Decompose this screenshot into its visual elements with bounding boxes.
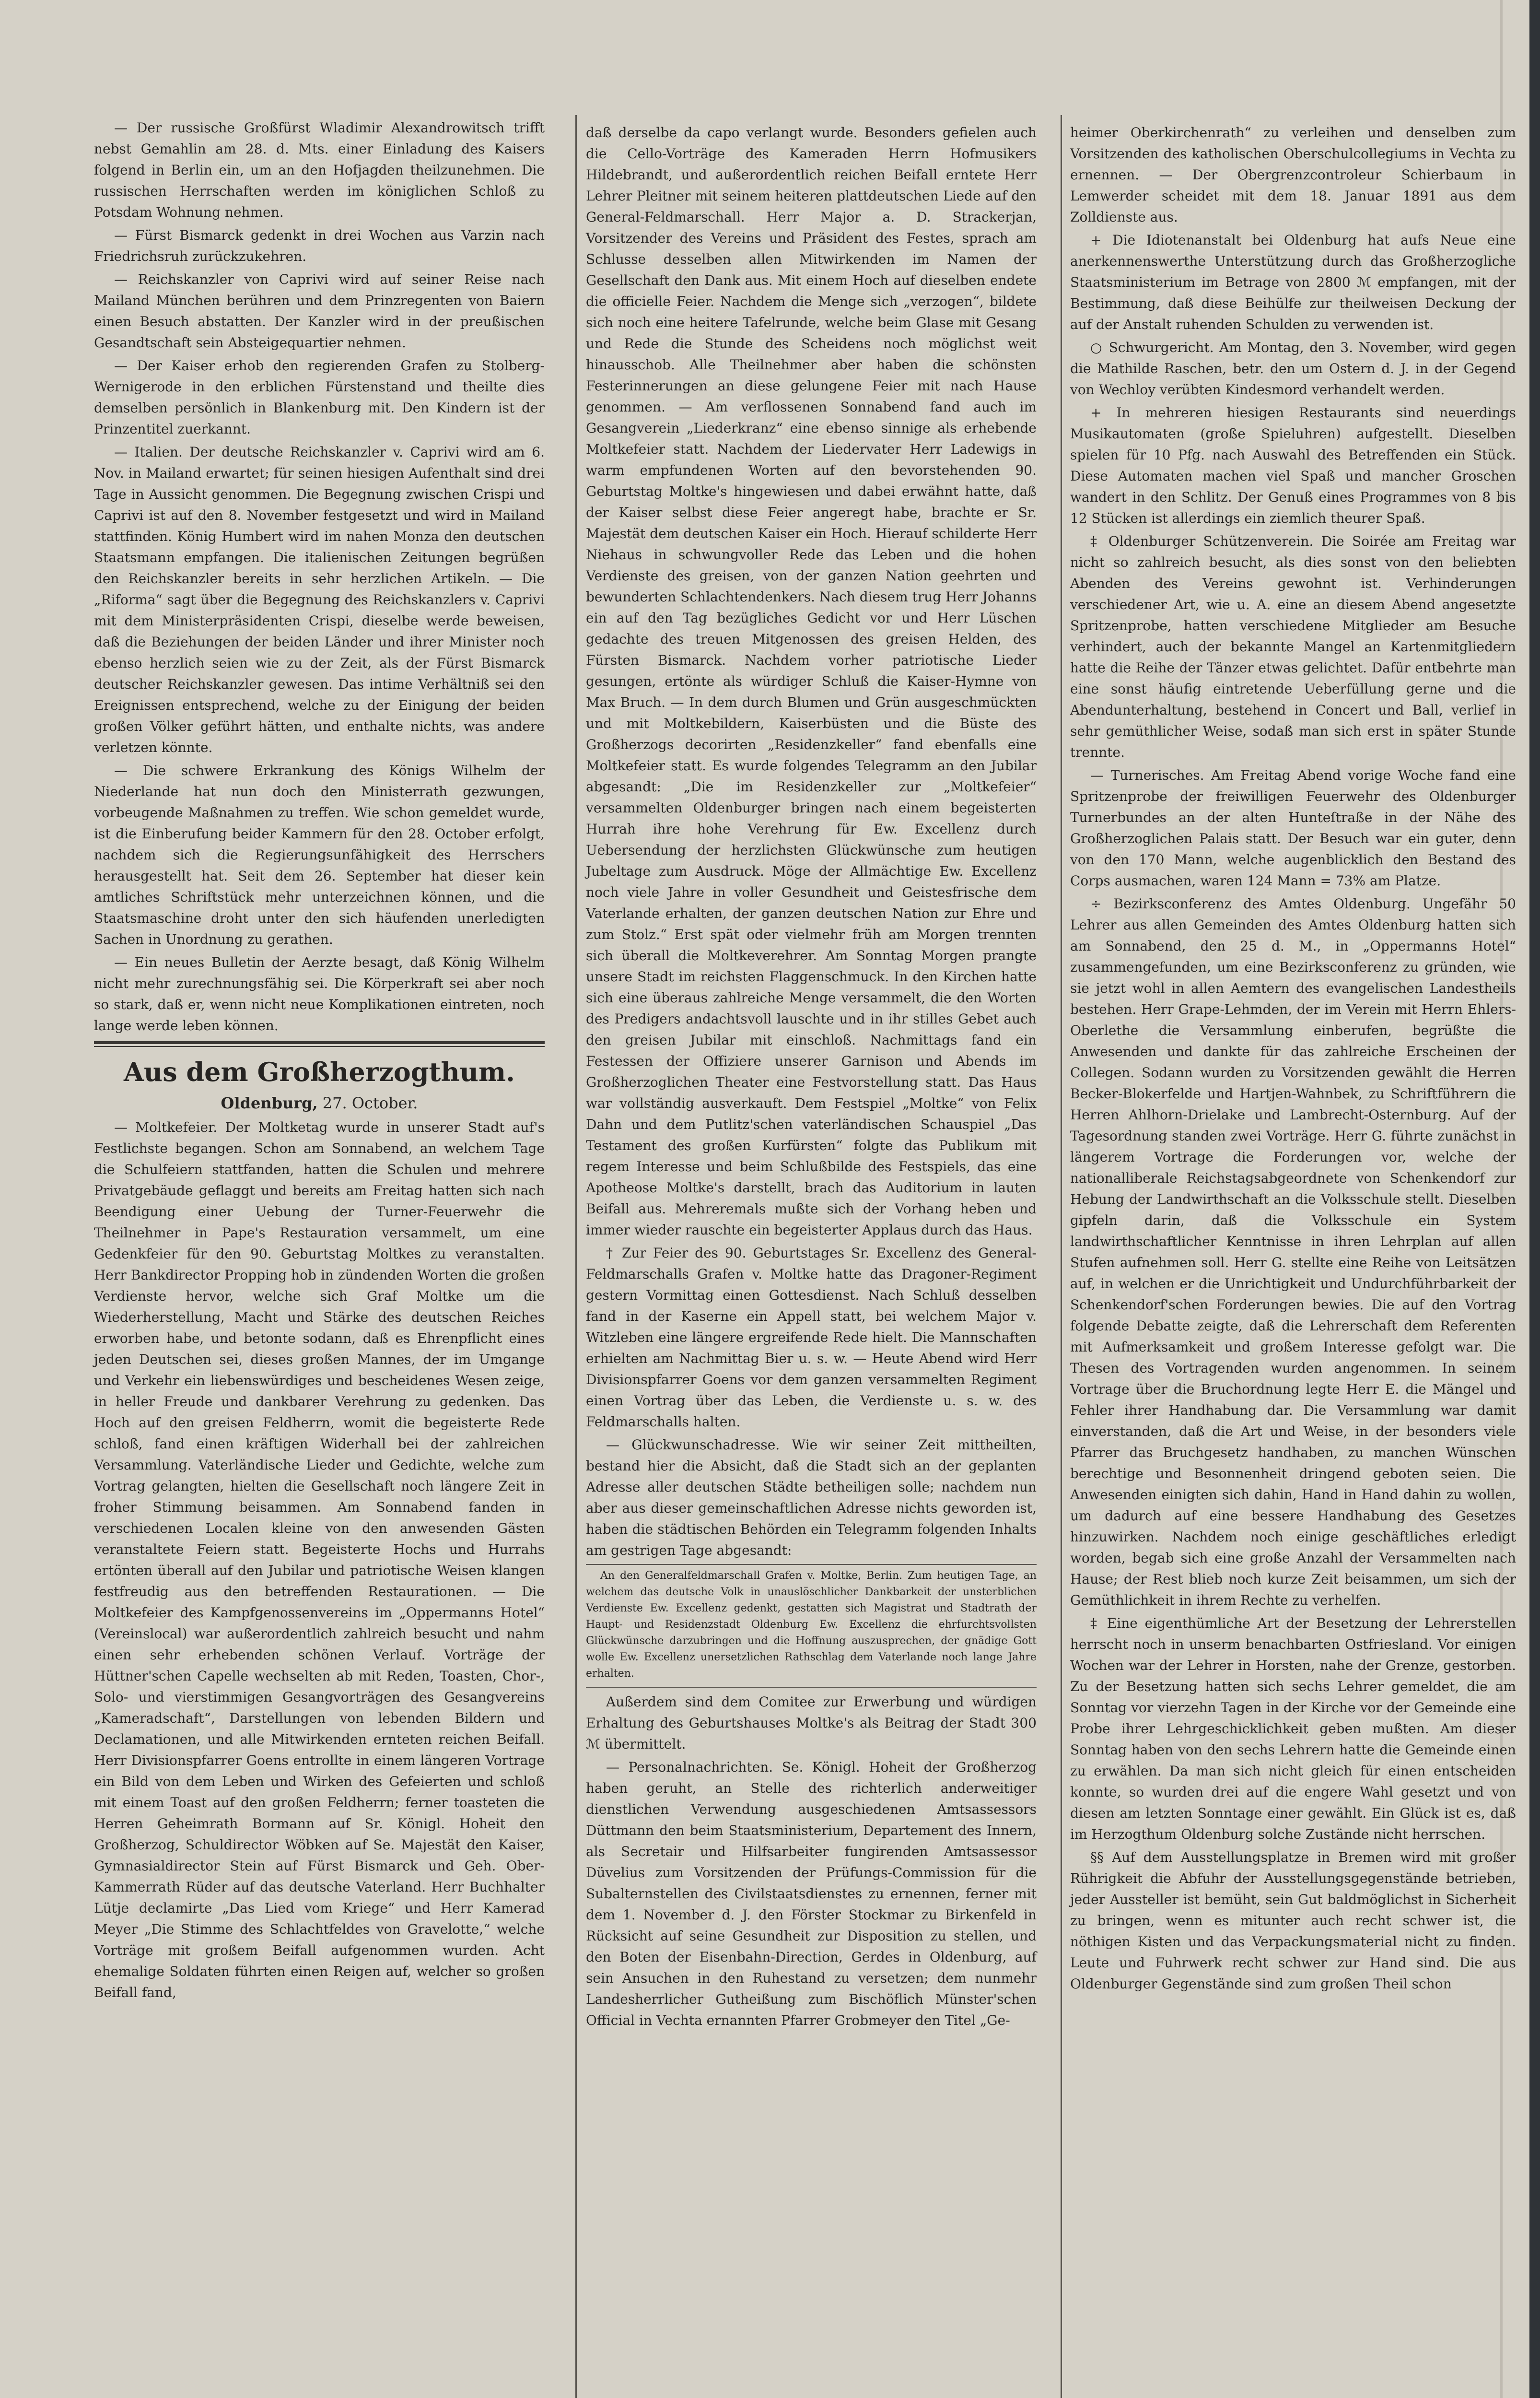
column-divider-1	[575, 115, 577, 2398]
column-3	[1070, 122, 1516, 1997]
column-2	[586, 122, 1037, 2033]
news-item-personal-cont: heimer Oberkirchenrath“ zu verleihen und denselben zum Vorsitzenden des katholischen Oberschulcollegiums in Vechta zu ernennen. — Der Obergrenzcontroleur Schierbaum in Lemwerder scheidet mit dem 18. Januar 1891 aus dem Zolldienste aus.	[1070, 125, 1516, 225]
news-item-dragoner: † Zur Feier des 90. Geburtstages Sr. Excellenz des General-Feldmarschalls Grafen v. Moltke hatte das Dragoner-Regiment gestern Vormittag einen Gottesdienst. Nach Schluß desselben fand in der Kaserne ein Appell statt, bei welchem Major v. Witzleben eine längere ergreifende Rede hielt. Die Mannschaften erhielten am Nachmittag Bier u. s. w. — Heute Abend wird Herr Divisionspfarrer Goens vor dem ganzen versammelten Regiment einen Vortrag über das Leben, die Verdienste u. s. w. des Feldmarschalls halten.	[586, 1245, 1037, 1430]
news-item-moltkefeier-cont: daß derselbe da capo verlangt wurde. Besonders gefielen auch die Cello-Vorträge des Kameraden Herrn Hofmusikers Hildebrandt, und außerordentlich reichen Beifall erntete Herr Lehrer Pleitner mit seinem heiteren plattdeutschen Liede auf den General-Feldmarschall. Herr Major a. D. Strackerjan, Vorsitzender des Vereins und Präsident des Festes, sprach am Schlusse desselben allen Mitwirkenden im Namen der Gesellschaft den Dank aus. Mit einem Hoch auf dieselben endete die officielle Feier. Nachdem die Menge sich „verzogen“, bildete sich noch eine heitere Tafelrunde, welche beim Glase mit Gesang und Rede die Stunde des Scheidens noch möglichst weit hinausschob. Alle Theilnehmer aber haben die schönsten Festerinnerungen an diese gelungene Feier mit nach Hause genommen. — Am verflossenen Sonnabend fand auch im Gesangverein „Liederkranz“ eine ebenso sinnige als erhebende Moltkefeier statt. Nachdem der Liedervater Herr Ladewigs in warm empfundenen Worten auf den bevorstehenden 90. Geburtstag Moltke's hingewiesen und dabei erwähnt hatte, daß der Kaiser selbst diese Feier angeregt habe, brachte er Sr. Majestät dem deutschen Kaiser ein Hoch. Hierauf schilderte Herr Niehaus in schwungvoller Rede das Leben und die hohen Verdienste des greisen, von der ganzen Nation geehrten und bewunderten Schlachtendenkers. Nach diesem trug Herr Johanns ein auf den Tag bezügliches Gedicht vor und Herr Lüschen gedachte des treuen Mitgenossen des greisen Helden, des Fürsten Bismarck. Nachdem vorher patriotische Lieder gesungen, ertönte als würdiger Schluß die Kaiser-Hymne von Max Bruch. — In dem durch Blumen und Grün ausgeschmückten und mit Moltkebildern, Kaiserbüsten und die Büste des Großherzogs decorirten „Residenzkeller“ fand ebenfalls eine Moltkefeier statt. Es wurde folgendes Telegramm an den Jubilar abgesandt: „Die im Residenzkeller zur „Moltkefeier“ versammelten Oldenburger bringen nach einem begeisterten Hurrah ihre hohe Verehrung für Ew. Excellenz durch Uebersendung der herzlichsten Glückwünsche zum heutigen Jubeltage zum Ausdruck. Möge der Allmächtige Ew. Excellenz noch viele Jahre in voller Gesundheit und Geistesfrische dem Vaterlande erhalten, der ganzen deutschen Nation zur Ehre und zum Stolz.“ Erst spät oder vielmehr früh am Morgen trennten sich überall die Moltkeverehrer. Am Sonntag Morgen prangte unsere Stadt im reichsten Flaggenschmuck. In den Kirchen hatte sich eine überaus zahlreiche Menge versammelt, die den Worten des Predigers andachtsvoll lauschte und in ihr stilles Gebet auch den greisen Jubilar mit einschloß. Nachmittags fand ein Festessen der Offiziere unserer Garnison und Abends im Großherzoglichen Theater eine Festvorstellung statt. Das Haus war vollständig ausverkauft. Dem Festspiel „Moltke“ von Felix Dahn und dem Putlitz'schen vaterländischen Schauspiel „Das Testament des großen Kurfürsten“ folgte das Publikum mit regem Interesse und beim Schlußbilde des Festspiels, das eine Apotheose Moltke's darstellt, brach das Auditorium in lauten Beifall aus. Mehreremals mußte sich der Vorhang heben und immer wieder rauschte ein begeisterter Applaus durch das Haus.	[586, 125, 1037, 1238]
dateline-place: Oldenburg,	[221, 1094, 318, 1112]
news-item-caprivi-reise: — Reichskanzler von Caprivi wird auf seiner Reise nach Mailand München berühren und dem Prinzregenten von Baiern einen Besuch abstatten. Der Kanzler wird in der preußischen Gesandtschaft sein Absteigequartier nehmen.	[94, 271, 545, 351]
news-item-musikautomaten: + In mehreren hiesigen Restaurants sind neuerdings Musikautomaten (große Spieluhren) aufgestellt. Dieselben spielen für 10 Pfg. nach Auswahl des Betreffenden ein Stück. Diese Automaten machen viel Spaß und mancher Groschen wandert in den Schlitz. Der Genuß eines Programmes von 8 bis 12 Stücken ist allerdings ein ziemlich theurer Spaß.	[1070, 405, 1516, 526]
telegram-body: An den Generalfeldmarschall Grafen v. Moltke, Berlin. Zum heutigen Tage, an welchem das deutsche Volk in unauslöschlicher Dankbarkeit der unsterblichen Verdienste Ew. Excellenz gedenkt, gestatten sich Magistrat und Stadtrath der Haupt- und Residenzstadt Oldenburg Ew. Excellenz die ehrfurchtsvollsten Glückwünsche darzubringen und die Hoffnung auszusprechen, der gnädige Gott wolle Ew. Excellenz unersetzlichen Rathschlag dem Vaterlande noch lange Jahre erhalten.	[586, 1570, 1037, 1680]
news-item-turnerisches: — Turnerisches. Am Freitag Abend vorige Woche fand eine Spritzenprobe der freiwilligen Feuerwehr des Oldenburger Turnerbundes an der alten Hunteſtraße in der Nähe des Großherzoglichen Palais statt. Der Besuch war ein guter, denn von den 170 Mann, welche augenblicklich den Bestand des Corps ausmachen, waren 124 Mann = 73% am Platze.	[1070, 767, 1516, 889]
news-item-moltkefeier: — Moltkefeier. Der Moltketag wurde in unserer Stadt auf's Festlichste begangen. Schon am Sonnabend, an welchem Tage die Schulfeiern stattfanden, hatten die Schulen und mehrere Privatgebäude geflaggt und bereits am Freitag hatten sich nach Beendigung einer Uebung der Turner-Feuerwehr die Theilnehmer in Pape's Restauration versammelt, um eine Gedenkfeier für den 90. Geburtstag Moltkes zu veranstalten. Herr Bankdirector Propping hob in zündenden Worten die großen Verdienste hervor, welche sich Graf Moltke um die Wiederherstellung, Macht und Stärke des deutschen Reiches erworben habe, und betonte sodann, daß es Ehrenpflicht eines jeden Deutschen sei, dieses großen Mannes, der im Umgange und Verkehr ein liebenswürdiges und bescheidenes Wesen zeige, in heller Freude und dankbarer Verehrung zu gedenken. Das Hoch auf den greisen Feldherrn, womit die begeisterte Rede schloß, fand einen kräftigen Widerhall bei der zahlreichen Versammlung. Vaterländische Lieder und Gedichte, welche zum Vortrag gelangten, hielten die Gesellschaft noch längere Zeit in froher Stimmung beisammen. Am Sonnabend fanden in verschiedenen Localen kleine von den anwesenden Gästen veranstaltete Feiern statt. Begeisterte Hochs und Hurrahs ertönten überall auf den Jubilar und patriotische Weisen klangen festfreudig aus den betreffenden Restaurationen. — Die Moltkefeier des Kampfgenossenvereins im „Oppermanns Hotel“ (Vereinslocal) war außerordentlich zahlreich besucht und nahm einen sehr erhebenden schönen Verlauf. Vorträge der Hüttner'schen Capelle wechselten ab mit Reden, Toasten, Chor-, Solo- und vierstimmigen Gesangvorträgen des Gesangvereins „Kameradschaft“, Darstellungen von lebenden Bildern und Declamationen, und alle Mitwirkenden ernteten reichen Beifall. Herr Divisionspfarrer Goens entrollte in einem längeren Vortrage ein Bild von dem Leben und Wirken des Gefeierten und schloß mit einem Toast auf den großen Feldherrn; ferner toasteten die Herren Geheimrath Bormann auf Sr. Königl. Hoheit den Großherzog, Schuldirector Wöbken auf Se. Majestät den Kaiser, Gymnasialdirector Stein auf Fürst Bismarck und Geh. Ober-Kammerrath Rüder auf das deutsche Vaterland. Herr Buchhalter Lütje declamirte „Das Lied vom Kriege“ und Herr Kamerad Meyer „Die Stimme des Schlachtfeldes von Gravelotte,“ welche Vorträge mit großem Beifall aufgenommen wurden. Acht ehemalige Soldaten führten einen Reigen auf, welcher so großen Beifall fand,	[94, 1119, 545, 2000]
news-item-schwurgericht: ○ Schwurgericht. Am Montag, den 3. November, wird gegen die Mathilde Raschen, betr. den um Ostern d. J. in der Gegend von Wechloy verübten Kindesmord verhandelt werden.	[1070, 340, 1516, 398]
news-item-italien: — Italien. Der deutsche Reichskanzler v. Caprivi wird am 6. Nov. in Mailand erwartet; für seinen hiesigen Aufenthalt sind drei Tage in Aussicht genommen. Die Begegnung zwischen Crispi und Caprivi ist auf den 8. November festgesetzt und wird in Mailand stattfinden. König Humbert wird im nahen Monza den deutschen Staatsmann empfangen. Die italienischen Zeitungen begrüßen den Reichskanzler bereits in sehr herzlichen Artikeln. — Die „Riforma“ sagt über die Begegnung des Reichskanzlers v. Caprivi mit dem Ministerpräsidenten Crispi, dieselbe werde beweisen, daß die Beziehungen der beiden Länder und ihrer Minister noch ebenso herzlich seien wie zu der Zeit, als der Fürst Bismarck deutscher Reichskanzler gewesen. Das intime Verhältniß sei den Ereignissen entsprechend, welche zu der Einigung der beiden großen Völker geführt hätten, und enthalte nichts, was andere verletzen könnte.	[94, 444, 545, 755]
news-item-geburtshaus: Außerdem sind dem Comitee zur Erwerbung und würdigen Erhaltung des Geburtshauses Moltke's als Beitrag der Stadt 300 ℳ übermittelt.	[586, 1694, 1037, 1752]
news-item-glueckwunschadresse: — Glückwunschadresse. Wie wir seiner Zeit mittheilten, bestand hier die Absicht, daß die Stadt sich an der geplanten Adresse aller deutschen Städte betheiligen solle; nachdem nun aber aus dieser gemeinschaftlichen Adresse nichts geworden ist, haben die städtischen Behörden ein Telegramm folgenden Inhalts am gestrigen Tage abgesandt:	[586, 1437, 1037, 1558]
dateline	[94, 1092, 545, 1114]
news-item-schuetzenverein: ‡ Oldenburger Schützenverein. Die Soirée am Freitag war nicht so zahlreich besucht, als dies sonst von den beliebten Abenden des Vereins gewohnt ist. Verhinderungen verschiedener Art, wie u. A. eine an diesem Abend angesetzte Spritzenprobe, hatten verschiedene Mitglieder am Besuche verhindert, auch der bekannte Mangel an Kartenmitgliedern hatte die Reihe der Tänzer etwas gelichtet. Dafür entbehrte man eine sonst häufig eintretende Ueberfüllung gerne und die Abendunterhaltung, bestehend in Concert und Ball, verlief in sehr gemüthlicher Weise, sodaß man sich erst in später Stunde trennte.	[1070, 533, 1516, 760]
news-item-bismarck: — Fürst Bismarck gedenkt in drei Wochen aus Varzin nach Friedrichsruh zurückzukehren.	[94, 227, 545, 264]
column-1	[94, 118, 545, 2005]
news-item-niederlande: — Die schwere Erkrankung des Königs Wilhelm der Niederlande hat nun doch den Ministerrath gezwungen, vorbeugende Maßnahmen zu treffen. Wie schon gemeldet wurde, ist die Einberufung beider Kammern für den 28. October erfolgt, nachdem sich die Regierungsunfähigkeit des Herrschers herausgestellt hat. Seit dem 26. September hat dieser kein amtliches Schriftstück mehr unterzeichnen können, und die Staatsmaschine droht unter den sich häufenden unerledigten Sachen in Unordnung zu gerathen.	[94, 763, 545, 947]
news-item-lehrerstellen: ‡ Eine eigenthümliche Art der Besetzung der Lehrerstellen herrscht noch in unserm benachbarten Ostfriesland. Vor einigen Wochen war der Lehrer in Horsten, nahe der Grenze, gestorben. Zu der Besetzung hatten sich sechs Lehrer gemeldet, die am Sonntag vor vierzehn Tagen in der Kirche vor der Gemeinde eine Probe ihrer Lehrgeschicklichkeit geben mußten. Am dieser Sonntag haben von den sechs Lehrern hatte die Gemeinde einen zu erwählen. Da man sich nicht gleich für einen entscheiden konnte, so wurden drei auf die engere Wahl gesetzt und von diesen am letzten Sonntage einer gewählt. Ein Glück ist es, daß im Herzogthum Oldenburg solche Zustände nicht herrschen.	[1070, 1615, 1516, 1842]
section-rule-thin	[94, 1046, 545, 1047]
section-rule-thick	[94, 1041, 545, 1044]
news-item-bezirksconferenz: ÷ Bezirksconferenz des Amtes Oldenburg. Ungefähr 50 Lehrer aus allen Gemeinden des Amtes Oldenburg hatten sich am Sonnabend, den 25 d. M., in „Oppermanns Hotel“ zusammengefunden, um eine Bezirksconferenz zu gründen, wie sie jetzt wohl in allen Aemtern des evangelischen Landestheils bestehen. Herr Grape-Lehmden, der im Verein mit Herrn Ehlers-Oberlethe die Versammlung einberufen, begrüßte die Anwesenden und dankte für das zahlreiche Erscheinen der Collegen. Sodann wurden zu Vorsitzenden gewählt die Herren Becker-Blokerfelde und Hartjen-Wahnbek, zu Schriftführern die Herren Ahlhorn-Drielake und Lambrecht-Osternburg. Auf der Tagesordnung standen zwei Vorträge. Herr G. führte zunächst in längerem Vortrage die Forderungen vor, welche der nationalliberale Reichstagsabgeordnete von Schenkendorf zur Hebung der Landwirthschaft an die Volksschule stellt. Dieselben gipfeln darin, daß die Volksschule ein System landwirthschaftlicher Kenntnisse in ihren Lehrplan auf allen Stufen aufnehmen soll. Herr G. stellte eine Reihe von Leitsätzen auf, in welchen er die Unrichtigkeit und Undurchführbarkeit der Schenkendorf'schen Forderungen bewies. Die auf den Vortrag folgende Debatte zeigte, daß die Lehrerschaft dem Referenten mit Aufmerksamkeit und großem Interesse gefolgt war. Die Thesen des Vortragenden wurden angenommen. In seinem Vortrage über die Bruchordnung legte Herr E. die Mängel und Fehler ihrer Handhabung dar. Die Versammlung war damit einverstanden, daß die Art und Weise, in der besonders viele Pfarrer das Bruchgesetz handhaben, zu manchen Wünschen berechtige und Besonnenheit dringend geboten seien. Die Anwesenden einigten sich dahin, Hand in Hand dahin zu wollen, um dadurch auf eine bessere Handhabung des Gesetzes hinzuwirken. Nachdem noch einige geschäftliches erledigt worden, begab sich eine große Anzahl der Versammelten nach Hause; der Rest blieb noch kurze Zeit beisammen, um sich der Gemüthlichkeit in ihrem Rechte zu verhelfen.	[1070, 896, 1516, 1608]
section-heading: Aus dem Großherzogthum.	[124, 1057, 515, 1087]
news-item-stolberg: — Der Kaiser erhob den regierenden Grafen zu Stolberg-Wernigerode in den erblichen Fürstenstand und theilte dies demselben persönlich in Blankenburg mit. Den Kindern ist der Prinzentitel zuerkannt.	[94, 358, 545, 437]
dateline-date: 27. October.	[317, 1094, 418, 1112]
news-item-ausstellungsplatz: §§ Auf dem Ausstellungsplatze in Bremen wird mit großer Rührigkeit die Abfuhr der Ausstellungsgegenstände betrieben, jeder Aussteller ist bemüht, sein Gut baldmöglichst in Sicherheit zu bringen, wenn es mitunter auch recht schwer ist, die nöthigen Kisten und das Verpackungsmaterial nicht zu finden. Leute und Fuhrwerk recht schwer zur Hand sind. Die aus Oldenburger Gegenstände sind zum großen Theil schon	[1070, 1849, 1516, 1992]
page-edge-shadow	[1529, 0, 1540, 2398]
column-divider-2	[1061, 115, 1062, 2398]
news-item-bulletin: — Ein neues Bulletin der Aerzte besagt, daß König Wilhelm nicht mehr zurechnungsfähig sei. Die Körperkraft sei aber noch so stark, daß er, wenn nicht neue Komplikationen eintreten, noch lange werde leben können.	[94, 954, 545, 1034]
news-item-wladimir: — Der russische Großfürst Wladimir Alexandrowitsch trifft nebst Gemahlin am 28. d. Mts. einer Einladung des Kaisers folgend in Berlin ein, um an den Hofjagden theilzunehmen. Die russischen Herrschaften werden im königlichen Schloß zu Potsdam Wohnung nehmen.	[94, 120, 545, 220]
telegram-text	[586, 1564, 1037, 1688]
news-item-personalnachrichten: — Personalnachrichten. Se. Königl. Hoheit der Großherzog haben geruht, an Stelle des richterlich anderweitiger dienstlichen Verwendung ausgeschiedenen Amtsassessors Düttmann den beim Staatsministerium, Departement des Innern, als Secretair und Hilfsarbeiter fungirenden Amtsassessor Düvelius zum Vorsitzenden der Prüfungs-Commission für die Subalternstellen des Civilstaatsdienstes zu ernennen, ferner mit dem 1. November d. J. den Förster Stockmar zu Birkenfeld in Rücksicht auf seine Gesundheit zur Disposition zu stellen, und den Boten der Eisenbahn-Direction, Gerdes in Oldenburg, auf sein Ansuchen in den Ruhestand zu versetzen; dem nunmehr Landesherrlicher Gutheißung zum Bischöflich Münster'schen Official in Vechta ernannten Pfarrer Grobmeyer den Titel „Ge-	[586, 1759, 1037, 2028]
news-item-idiotenanstalt: + Die Idiotenanstalt bei Oldenburg hat aufs Neue eine anerkennenswerthe Unterstützung durch das Großherzogliche Staatsministerium im Betrage von 2800 ℳ empfangen, mit der Bestimmung, daß diese Beihülfe zur theilweisen Deckung der auf der Anstalt ruhenden Schulden zu verwenden ist.	[1070, 232, 1516, 332]
